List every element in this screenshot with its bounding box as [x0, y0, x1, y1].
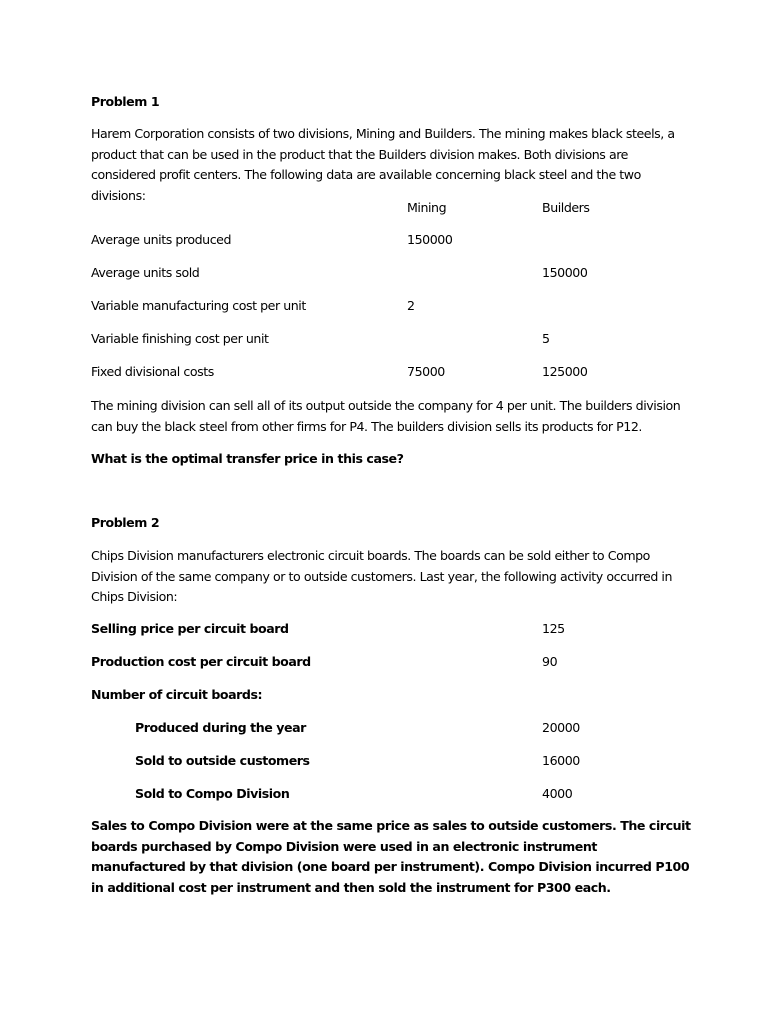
problem-1-heading: Problem 1: [91, 94, 160, 109]
row-label-selling-price: Selling price per circuit board: [91, 621, 289, 636]
column-header-builders: Builders: [542, 200, 590, 215]
row-label-production-cost: Production cost per circuit board: [91, 654, 311, 669]
problem-2-intro: Chips Division manufacturers electronic circuit boards. The boards can be sold either to Compo Division of the same company or to outside customers. Last year, the following activity occurred in Chips Division:: [91, 548, 673, 604]
cell-builders-variable-finishing-cost: 5: [542, 331, 550, 346]
cell-sold-outside: 16000: [542, 753, 580, 768]
row-label-number-of-boards: Number of circuit boards:: [91, 687, 263, 702]
row-label-variable-finishing-cost: Variable finishing cost per unit: [91, 331, 269, 346]
problem-2-heading: Problem 2: [91, 515, 160, 530]
cell-builders-fixed-divisional-costs: 125000: [542, 364, 588, 379]
cell-mining-variable-manufacturing-cost: 2: [407, 298, 415, 313]
row-label-produced: Produced during the year: [135, 720, 306, 735]
row-label-units-sold: Average units sold: [91, 265, 200, 280]
cell-builders-units-sold: 150000: [542, 265, 588, 280]
row-label-units-produced: Average units produced: [91, 232, 232, 247]
cell-sold-compo: 4000: [542, 786, 573, 801]
problem-2-after-text: Sales to Compo Division were at the same price as sales to outside customers. The circuit boards purchased by Compo Division were used in an electronic instrument manufactured by that division (one board per instrument). Compo Division incurred P100 in additional cost per instrument and then sold the instrument for P300 each.: [91, 818, 691, 895]
cell-produced: 20000: [542, 720, 580, 735]
column-header-mining: Mining: [407, 200, 447, 215]
row-label-sold-compo: Sold to Compo Division: [135, 786, 290, 801]
problem-1-question: What is the optimal transfer price in this case?: [91, 451, 404, 466]
cell-selling-price: 125: [542, 621, 565, 636]
problem-1-intro: Harem Corporation consists of two divisions, Mining and Builders. The mining makes black steels, a product that can be used in the product that the Builders division makes. Both divisions are considered profit centers. The following data are available concerning black steel and the two divisions:: [91, 126, 675, 203]
cell-production-cost: 90: [542, 654, 558, 669]
row-label-fixed-divisional-costs: Fixed divisional costs: [91, 364, 214, 379]
row-label-sold-outside: Sold to outside customers: [135, 753, 310, 768]
cell-mining-units-produced: 150000: [407, 232, 453, 247]
problem-1-after-text: The mining division can sell all of its output outside the company for 4 per unit. The builders division can buy the black steel from other firms for P4. The builders division sells its products for P12.: [91, 398, 681, 434]
row-label-variable-manufacturing-cost: Variable manufacturing cost per unit: [91, 298, 306, 313]
cell-mining-fixed-divisional-costs: 75000: [407, 364, 445, 379]
